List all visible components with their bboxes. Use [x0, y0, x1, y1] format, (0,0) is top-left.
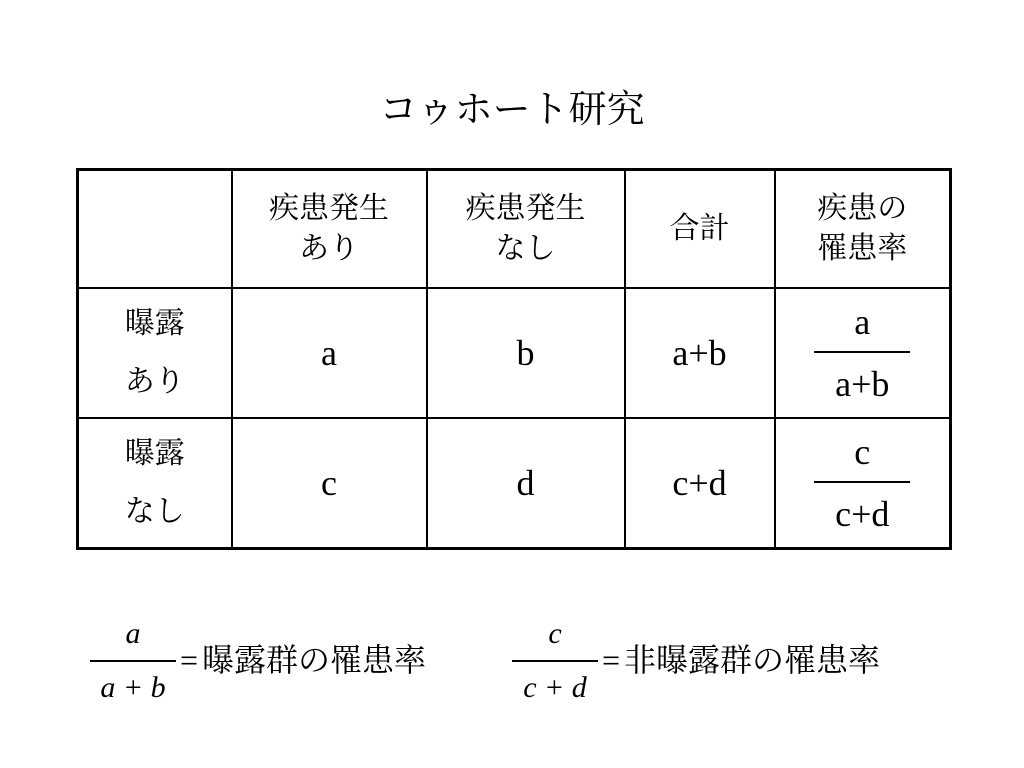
- formula-unexposed-numerator: c: [548, 617, 562, 650]
- cell-exposed-rate: [775, 288, 951, 418]
- cell-unexposed-not-occurred: d: [427, 418, 625, 548]
- cohort-table: [76, 168, 952, 550]
- cell-unexposed-total: c+d: [625, 418, 775, 548]
- exposed-rate-numerator: a: [854, 301, 871, 342]
- row-label-exposed-line1: 曝露: [124, 305, 185, 341]
- formula-unexposed-description: 非曝露群の罹患率: [624, 641, 881, 679]
- row-label-exposed: [78, 288, 232, 418]
- cell-exposed-not-occurred: b: [427, 288, 625, 418]
- formula-row: [88, 616, 968, 716]
- slide-title: コゥホート研究: [379, 87, 645, 131]
- formula-unexposed-denominator: c + d: [523, 671, 587, 704]
- unexposed-rate-numerator: c: [854, 432, 871, 473]
- unexposed-rate-denominator: c+d: [835, 494, 890, 535]
- header-disease-occurred-line2: あり: [299, 230, 359, 266]
- row-label-unexposed-line2: なし: [124, 494, 185, 530]
- exposed-rate-fraction: [814, 301, 910, 405]
- row-label-exposed-line2: あり: [124, 363, 185, 399]
- row-label-unexposed-line1: 曝露: [124, 436, 185, 472]
- cell-exposed-occurred: a: [232, 288, 427, 418]
- header-disease-not-occurred: [427, 170, 625, 288]
- exposed-rate-fraction-bar: [814, 351, 910, 353]
- header-corner-cell: [78, 170, 232, 288]
- header-disease-not-occurred-line1: 疾患発生: [465, 190, 586, 226]
- formula-exposed-fraction-bar: [90, 660, 176, 662]
- formula-unexposed-fraction-bar: [512, 660, 598, 662]
- cell-unexposed-occurred: c: [232, 418, 427, 548]
- table-row-unexposed: [78, 418, 951, 548]
- formula-unexposed-fraction: [510, 616, 600, 706]
- header-incidence-rate: [775, 170, 951, 288]
- cell-unexposed-rate: [775, 418, 951, 548]
- header-disease-occurred: [232, 170, 427, 288]
- header-incidence-rate-line2: 罹患率: [817, 230, 908, 266]
- table-row-exposed: [78, 288, 951, 418]
- header-disease-not-occurred-line2: なし: [495, 230, 556, 266]
- formula-exposed-fraction: [88, 616, 178, 706]
- formula-exposed-description: 曝露群の罹患率: [202, 641, 427, 679]
- formula-exposed-denominator: a + b: [100, 671, 166, 704]
- row-label-unexposed: [78, 418, 232, 548]
- exposed-rate-denominator: a+b: [835, 363, 890, 404]
- cell-exposed-total: a+b: [625, 288, 775, 418]
- header-total: 合計: [625, 170, 775, 288]
- formula-exposed-equals-sign: =: [180, 642, 199, 678]
- unexposed-rate-fraction: [814, 431, 910, 535]
- table-header-row: [78, 170, 951, 288]
- formula-unexposed-equation: [602, 642, 880, 678]
- formula-exposed-numerator: a: [125, 617, 141, 650]
- header-incidence-rate-line1: 疾患の: [817, 190, 908, 226]
- header-disease-occurred-line1: 疾患発生: [269, 190, 389, 226]
- unexposed-rate-fraction-bar: [814, 481, 910, 483]
- formula-unexposed-equals-sign: =: [602, 642, 621, 678]
- formula-exposed-equation: [180, 642, 426, 678]
